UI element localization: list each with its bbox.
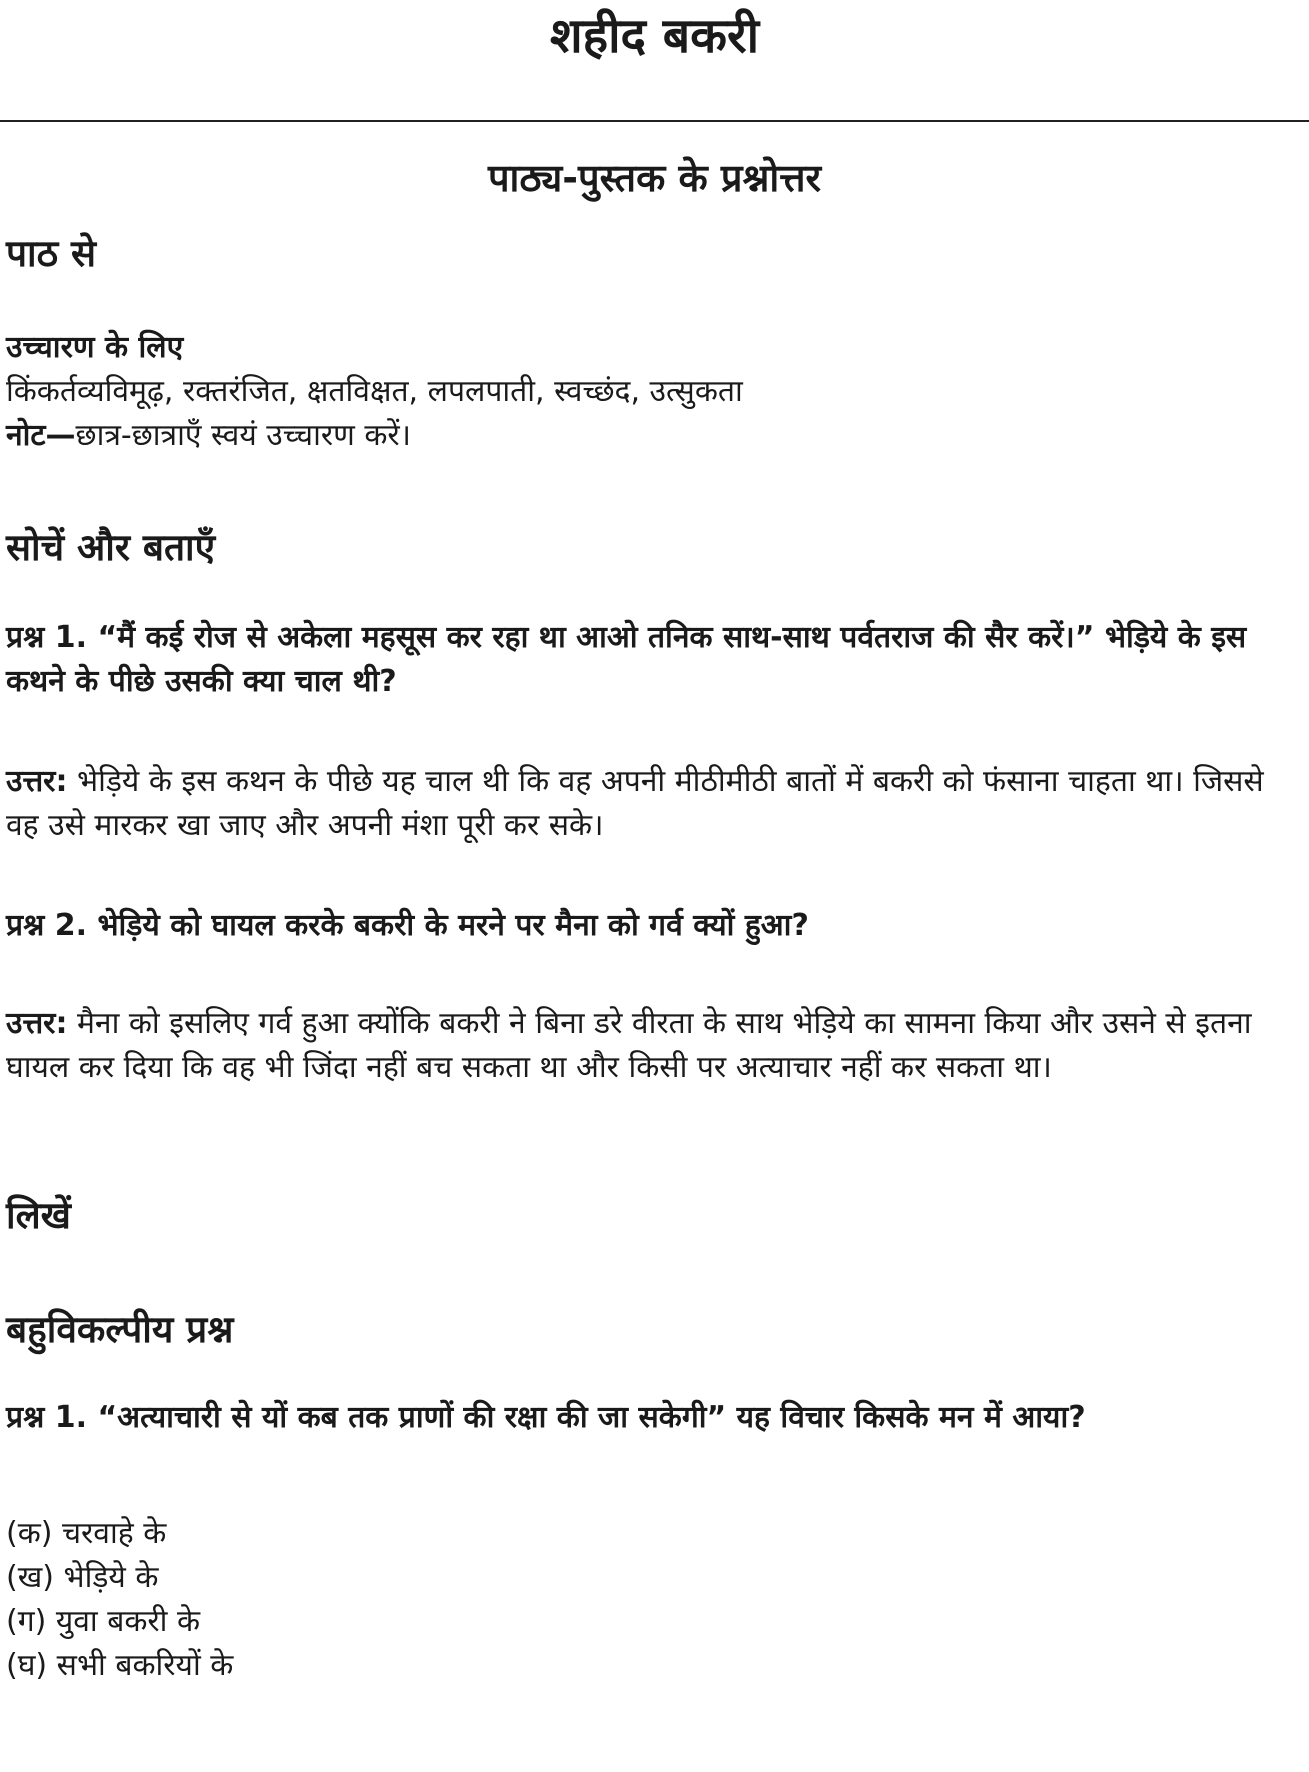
note-label: नोट— — [6, 418, 76, 453]
page-title: शहीद बकरी — [549, 8, 760, 64]
page-subtitle: पाठ्य-पुस्तक के प्रश्नोत्तर — [487, 156, 822, 200]
pronunciation-heading: उच्चारण के लिए — [6, 330, 184, 365]
section-heading-write: लिखें — [6, 1194, 71, 1237]
section-heading-mcq: बहुविकल्पीय प्रश्न — [6, 1308, 234, 1351]
title-divider — [0, 120, 1309, 122]
pronunciation-note — [6, 414, 1302, 458]
answer-2 — [6, 1002, 1302, 1090]
question-2: प्रश्न 2. भेड़िये को घायल करके बकरी के मरने पर मैना को गर्व क्यों हुआ? — [6, 908, 809, 943]
answer-1-label: उत्तर: — [6, 764, 68, 799]
answer-2-text: मैना को इसलिए गर्व हुआ क्योंकि बकरी ने बिना डरे वीरता के साथ भेड़िये का सामना किया और उसने से इतना घायल कर दिया कि वह भी जिंदा नहीं बच सकता था और किसी पर अत्याचार नहीं कर सकता था। — [6, 1006, 1252, 1085]
mcq-option-b: (ख) भेड़िये के — [6, 1560, 159, 1595]
section-heading-path-se: पाठ से — [6, 232, 96, 275]
answer-1-text: भेड़िये के इस कथन के पीछे यह चाल थी कि वह अपनी मीठीमीठी बातों में बकरी को फंसाना चाहता था। जिससे वह उसे मारकर खा जाए और अपनी मंशा पूरी कर सके। — [6, 764, 1264, 843]
mcq-option-c: (ग) युवा बकरी के — [6, 1604, 201, 1639]
mcq-option-d: (घ) सभी बकरियों के — [6, 1648, 234, 1683]
mcq-question-1: प्रश्न 1. “अत्याचारी से यों कब तक प्राणों की रक्षा की जा सकेगी” यह विचार किसके मन में आया? — [6, 1400, 1086, 1435]
answer-2-label: उत्तर: — [6, 1006, 68, 1041]
section-heading-think: सोचें और बताएँ — [6, 526, 216, 569]
question-1: प्रश्न 1. “मैं कई रोज से अकेला महसूस कर रहा था आओ तनिक साथ-साथ पर्वतराज की सैर करें।” भेड़िये के इस कथने के पीछे उसकी क्या चाल थी? — [6, 620, 1247, 699]
mcq-option-a: (क) चरवाहे के — [6, 1516, 167, 1551]
pronunciation-words: किंकर्तव्यविमूढ़, रक्तरंजित, क्षतविक्षत, लपलपाती, स्वच्छंद, उत्सुकता — [6, 374, 743, 409]
answer-1 — [6, 760, 1302, 848]
note-text: छात्र-छात्राएँ स्वयं उच्चारण करें। — [75, 418, 412, 453]
